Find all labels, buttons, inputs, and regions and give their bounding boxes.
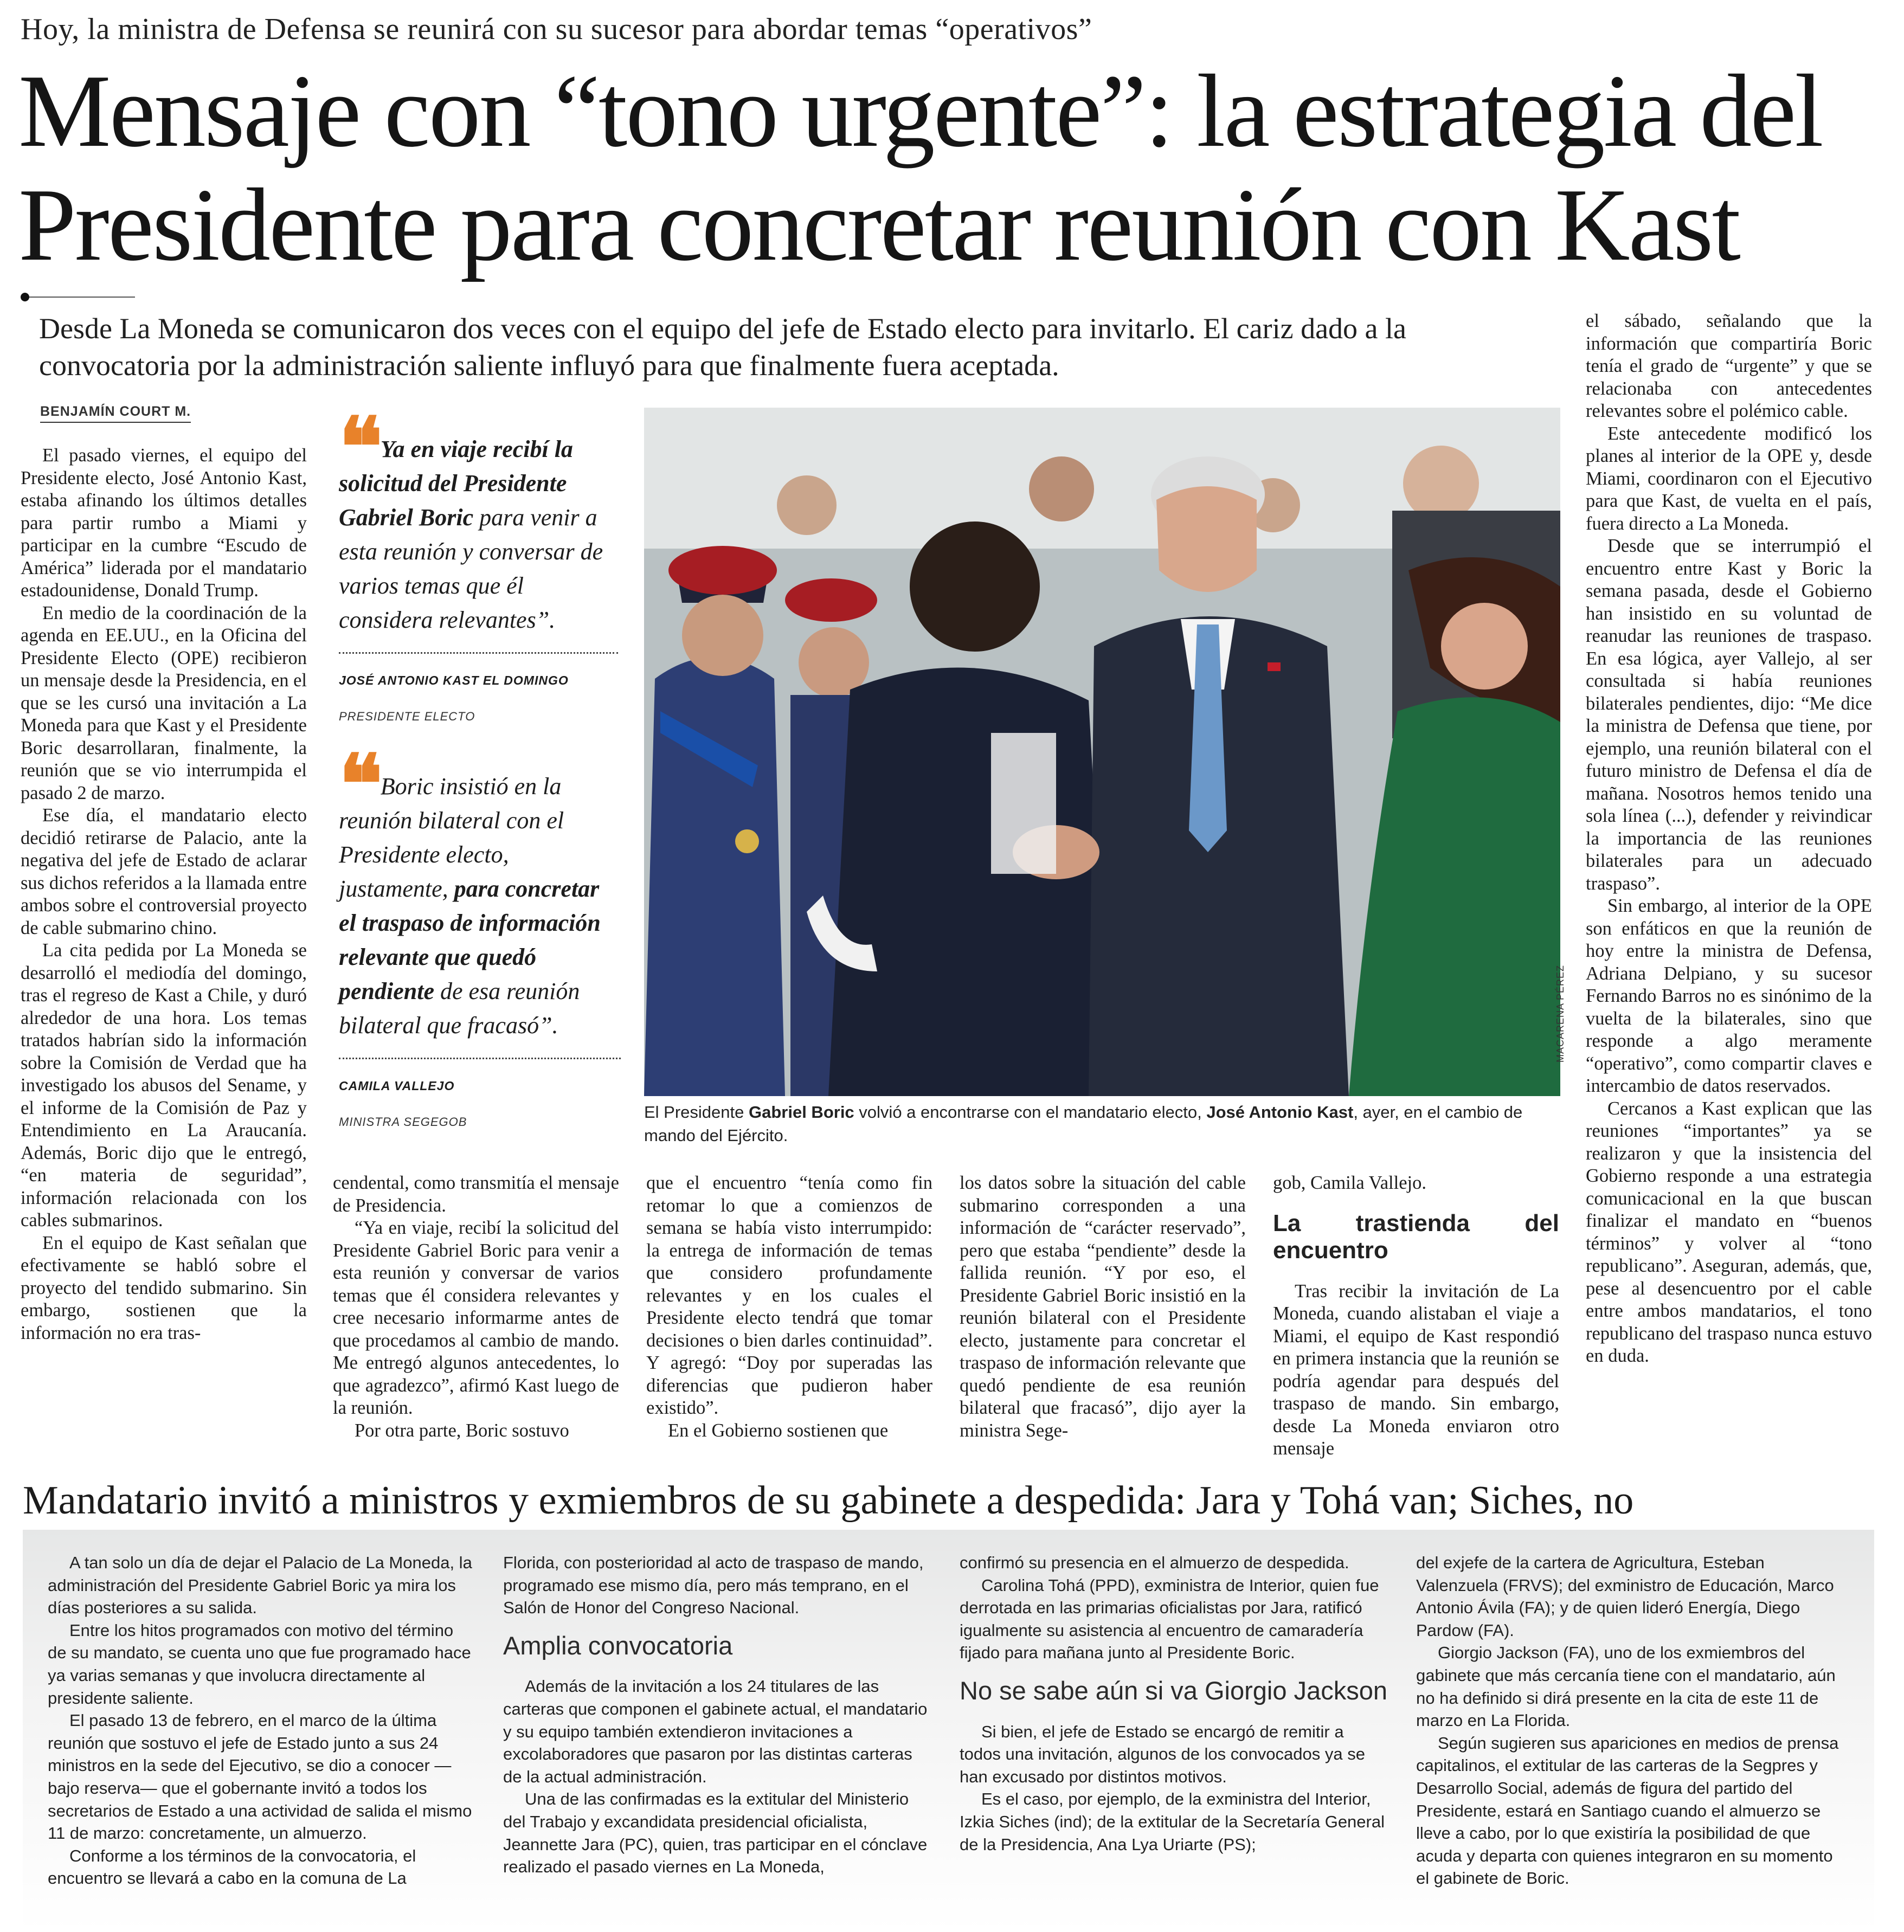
paragraph: Sin embargo, al interior de la OPE son enfáticos en que la reunión de hoy entre la ministra de Defensa, Adriana Delpiano, y su sucesor Fernando Barros no es sinónimo de la vuelta de la bilaterales, sino que responde a algo meramente “operativo”, como compartir claves e intercambio de datos reservados. bbox=[1586, 896, 1872, 1096]
photo-caption bbox=[644, 1100, 1566, 1147]
quote-author-role: MINISTRA SEGEGOB bbox=[339, 1115, 467, 1129]
article-byline: BENJAMÍN COURT M. bbox=[40, 404, 191, 423]
pull-quote-bold: Ya en viaje recibí la solicitud del Presidente Gabriel Boric bbox=[339, 436, 573, 531]
paragraph: Por otra parte, Boric sostuvo bbox=[355, 1420, 569, 1441]
article-lead: Desde La Moneda se comunicaron dos veces con el equipo del jefe de Estado electo para invitarlo. El cariz dado a la convocatoria por la administración saliente influyó para que finalmente fuera aceptada. bbox=[39, 312, 1406, 382]
paragraph: Conforme a los términos de la convocatoria, el encuentro se llevará a cabo en la comuna de La bbox=[48, 1846, 416, 1888]
pull-quote-text bbox=[339, 400, 618, 637]
quote-mark-icon: ❝ bbox=[339, 400, 375, 495]
subhead-giorgio-jackson: No se sabe aún si va Giorgio Jackson bbox=[960, 1676, 1387, 1705]
paragraph: A tan solo un día de dejar el Palacio de La Moneda, la administración del Presidente Gabriel Boric ya mira los días posteriores a su salida. bbox=[48, 1553, 472, 1618]
paragraph: “Ya en viaje, recibí la solicitud del Presidente Gabriel Boric para venir a esta reunión y conversar de varios temas que él considera relevantes y cree necesario informarme antes de que procedamos al cambio de mando. Me entregó algunos antecedentes, lo que agradezco”, afirmó Kast luego de la reunión. bbox=[333, 1218, 619, 1418]
article-headline bbox=[18, 54, 1883, 282]
section-rule-line bbox=[29, 297, 135, 298]
news-photo bbox=[644, 408, 1560, 1096]
paragraph: Cercanos a Kast explican que las reuniones “importantes” ya se realizaron y que la insistencia del Gobierno responde a una estrategia comunicacional en la que buscan finalizar el mandato en “buenos términos” y volver al “tono republicano”. Aseguran, además, que, pese al desencuentro por el cable entre ambos mandatarios, el tono republicano del traspaso nunca estuvo en duda. bbox=[1586, 1098, 1872, 1366]
quote-author-role: PRESIDENTE ELECTO bbox=[339, 710, 475, 723]
body-column-1 bbox=[21, 445, 307, 1344]
paragraph: que el encuentro “tenía como fin retomar lo que a comienzos de semana se había visto interrumpido: la entrega de información de temas que considero profundamente relevantes y en los cuales el Presidente electo tendrá que tomar decisiones o bien darles continuidad”. Y agregó: “Doy por superadas las diferencias que pudieron haber existido”. bbox=[646, 1173, 932, 1418]
quote-author-name: CAMILA VALLEJO bbox=[339, 1079, 455, 1093]
paragraph: los datos sobre la situación del cable submarino corresponden a una información de “carácter reservado”, pero que estaba “pendiente” desde la fallida reunión. “Y por eso, el Presidente Gabriel Boric insistió en la reunión bilateral con el Presidente electo, justamente para concretar el traspaso de información relevante que quedó pendiente de esa reunión bilateral que fracasó”, dijo ayer la ministra Sege- bbox=[960, 1173, 1246, 1441]
sidebar-column-1 bbox=[48, 1551, 476, 1890]
pull-quote-text bbox=[339, 737, 621, 1042]
paragraph: Florida, con posterioridad al acto de traspaso de mando, programado ese mismo día, pero más temprano, en el Salón de Honor del Congreso Nacional. bbox=[503, 1553, 924, 1618]
paragraph: El pasado 13 de febrero, en el marco de la última reunión que sostuvo el jefe de Estado junto a sus 24 ministros en la sede del Ejecutivo, se dio a conocer —bajo reserva— que el gobernante invitó a todos los secretarios de Estado a una actividad de salida el mismo 11 de marzo: concretamente, un almuerzo. bbox=[48, 1711, 472, 1843]
quote-separator bbox=[339, 652, 618, 654]
paragraph: Tras recibir la invitación de La Moneda, cuando alistaban el viaje a Miami, el equipo de Kast respondió en primera instancia que la reunión se podría agendar para después del traspaso de mando. Sin embargo, desde La Moneda enviaron otro mensaje bbox=[1273, 1280, 1559, 1459]
pull-quote-bold: para concretar el traspaso de información relevante que quedó pendiente bbox=[339, 875, 601, 1004]
article-kicker: Hoy, la ministra de Defensa se reunirá con su sucesor para abordar temas “operativos” bbox=[21, 12, 1092, 46]
photo-illustration bbox=[644, 408, 1560, 1096]
paragraph: En medio de la coordinación de la agenda en EE.UU., en la Oficina del Presidente Electo (OPE) recibieron un mensaje desde la Presidencia, en el que se les cursó una invitación a La Moneda para que Kast y el Presidente Boric desarrollaran, finalmente, la reunión que se vio interrumpida el pasado 2 de marzo. bbox=[21, 602, 307, 803]
paragraph: En el Gobierno sostienen que bbox=[668, 1420, 889, 1441]
caption-text: volvió a encontrarse con el mandatario electo, bbox=[854, 1103, 1207, 1122]
quote-separator bbox=[339, 1058, 621, 1059]
headline-line-1: Mensaje con “tono urgente”: la estrategia del bbox=[18, 53, 1822, 169]
paragraph: Giorgio Jackson (FA), uno de los exmiembros del gabinete que más cercanía tiene con el mandatario, aún no ha definido si dirá presente en la cita de este 11 de marzo en La Florida. bbox=[1416, 1643, 1836, 1730]
paragraph: Si bien, el jefe de Estado se encargó de remitir a todos una invitación, algunos de los convocados ya se han excusado por distintos motivos. bbox=[960, 1722, 1365, 1786]
sidebar-column-3 bbox=[960, 1551, 1388, 1856]
pull-quote-rest: para venir a esta reunión y conversar de varios temas que él considera relevantes”. bbox=[339, 504, 603, 633]
caption-name-kast: José Antonio Kast bbox=[1206, 1103, 1354, 1122]
paragraph: Ese día, el mandatario electo decidió retirarse de Palacio, ante la negativa del jefe de Estado de aclarar sus dichos referidos a la llamada entre ambos sobre el controversial proyecto de cable submarino chino. bbox=[21, 805, 307, 938]
paragraph: confirmó su presencia en el almuerzo de despedida. bbox=[960, 1553, 1349, 1572]
paragraph: Entre los hitos programados con motivo del término de su mandato, se cuenta uno que fue programado hace ya varias semanas y que involucra directamente al presidente saliente. bbox=[48, 1620, 471, 1708]
paragraph: La cita pedida por La Moneda se desarrolló el mediodía del domingo, tras el regreso de Kast a Chile, y duró alrededor de una hora. Los temas tratados habrían sido la información sobre la Comisión de Verdad que ha investigado los abusos del Sename, y el informe de la Comisión de Paz y Entendimiento en La Araucanía. Además, Boric dijo que le entregó, “en materia de seguridad”, información relacionada con los cables submarinos. bbox=[21, 940, 307, 1231]
subhead-trastienda: La trastienda del encuentro bbox=[1273, 1209, 1559, 1264]
body-column-6 bbox=[1586, 310, 1872, 1368]
paragraph: Este antecedente modificó los planes al interior de la OPE y, desde Miami, coordinaron con el Ejecutivo para que Kast, de vuelta en el país, fuera directo a La Moneda. bbox=[1586, 423, 1872, 534]
body-column-5 bbox=[1273, 1172, 1559, 1460]
headline-line-2: Presidente para concretar reunión con Kast bbox=[18, 167, 1739, 282]
caption-name-boric: Gabriel Boric bbox=[749, 1103, 854, 1122]
paragraph: cendental, como transmitía el mensaje de Presidencia. bbox=[333, 1173, 619, 1216]
paragraph: Desde que se interrumpió el encuentro entre Kast y Boric la semana pasada, desde el Gobierno han insistido en su voluntad de reanudar las reuniones de traspaso. En esa lógica, ayer Vallejo, al ser consultada si había reuniones bilaterales pendientes, dijo: “Me dice la ministra de Defensa que tiene, por ejemplo, una reunión bilateral con el futuro ministro de Defensa el día de mañana. Nosotros hemos tenido una sola línea (...), defender y reivindicar la importancia de las reuniones bilaterales para un adecuado traspaso”. bbox=[1586, 536, 1872, 894]
paragraph: el sábado, señalando que la información que compartiría Boric tenía el grado de “urgente” y que se relacionaba con antecedentes relevantes sobre el polémico cable. bbox=[1586, 311, 1872, 421]
sidebar-headline: Mandatario invitó a ministros y exmiembros de su gabinete a despedida: Jara y Tohá van; Siches, no bbox=[23, 1478, 1634, 1523]
pull-quote-vallejo bbox=[339, 737, 621, 1139]
paragraph: Una de las confirmadas es la extitular del Ministerio del Trabajo y excandidata presidencial oficialista, Jeannette Jara (PC), quien, tras participar en el cónclave realizado el pasado viernes en La Moneda, bbox=[503, 1789, 928, 1877]
photo-credit: MACARENA PÉREZ bbox=[1555, 964, 1566, 1062]
subhead-amplia-convocatoria: Amplia convocatoria bbox=[503, 1631, 733, 1660]
body-column-3 bbox=[646, 1172, 932, 1442]
paragraph: gob, Camila Vallejo. bbox=[1273, 1173, 1426, 1193]
caption-text: , ayer, en el cambio de mando del Ejército. bbox=[644, 1103, 1523, 1145]
paragraph: Además de la invitación a los 24 titulares de las carteras que componen el gabinete actual, el mandatario y su equipo también extendieron invitaciones a excolaboradores que pasaron por las distintas carteras de la actual administración. bbox=[503, 1677, 928, 1786]
body-column-4 bbox=[960, 1172, 1246, 1442]
paragraph: El pasado viernes, el equipo del Presidente electo, José Antonio Kast, estaba afinando los últimos detalles para partir rumbo a Miami y participar en la cumbre “Escudo de América” liderada por el mandatario estadounidense, Donald Trump. bbox=[21, 445, 307, 601]
sidebar-column-2 bbox=[503, 1551, 931, 1878]
paragraph: En el equipo de Kast señalan que efectivamente se habló sobre el proyecto del tendido submarino. Sin embargo, sostienen que la información no era tras- bbox=[21, 1232, 307, 1343]
paragraph: Según sugieren sus apariciones en medios de prensa capitalinos, el extitular de las carteras de la Segpres y Desarrollo Social, además de figura del partido del Presidente, estará en Santiago cuando el almuerzo se lleve a cabo, por lo que existiría la posibilidad de que acuda y departa con quienes integraron en su momento el gabinete de Boric. bbox=[1416, 1733, 1839, 1888]
sidebar-column-4 bbox=[1416, 1551, 1850, 1890]
paragraph: Es el caso, por ejemplo, de la exministra del Interior, Izkia Siches (ind); de la extitular de la Secretaría General de la Presidencia, Ana Lya Uriarte (PS); bbox=[960, 1789, 1385, 1854]
pull-quote-part-b: de esa reunión bilateral que fracasó”. bbox=[339, 978, 580, 1039]
quote-author-name: JOSÉ ANTONIO KAST EL DOMINGO bbox=[339, 673, 569, 687]
pull-quote-kast bbox=[339, 400, 618, 733]
section-rule-dot bbox=[21, 293, 29, 301]
paragraph: del exjefe de la cartera de Agricultura, Esteban Valenzuela (FRVS); del exministro de Educación, Marco Antonio Ávila (FA); y de quien lideró Energía, Diego Pardow (FA). bbox=[1416, 1553, 1834, 1640]
paragraph: Carolina Tohá (PPD), exministra de Interior, quien fue derrotada en las primarias oficialistas por Jara, ratificó igualmente su asistencia al encuentro de camaradería fijado para mañana junto al Presidente Boric. bbox=[960, 1575, 1379, 1663]
quote-mark-icon: ❝ bbox=[339, 737, 375, 832]
body-column-2 bbox=[333, 1172, 619, 1442]
pull-quote-part-a: Boric insistió en la reunión bilateral con el Presidente electo, justamente, bbox=[339, 773, 564, 902]
caption-text: El Presidente bbox=[644, 1103, 749, 1122]
